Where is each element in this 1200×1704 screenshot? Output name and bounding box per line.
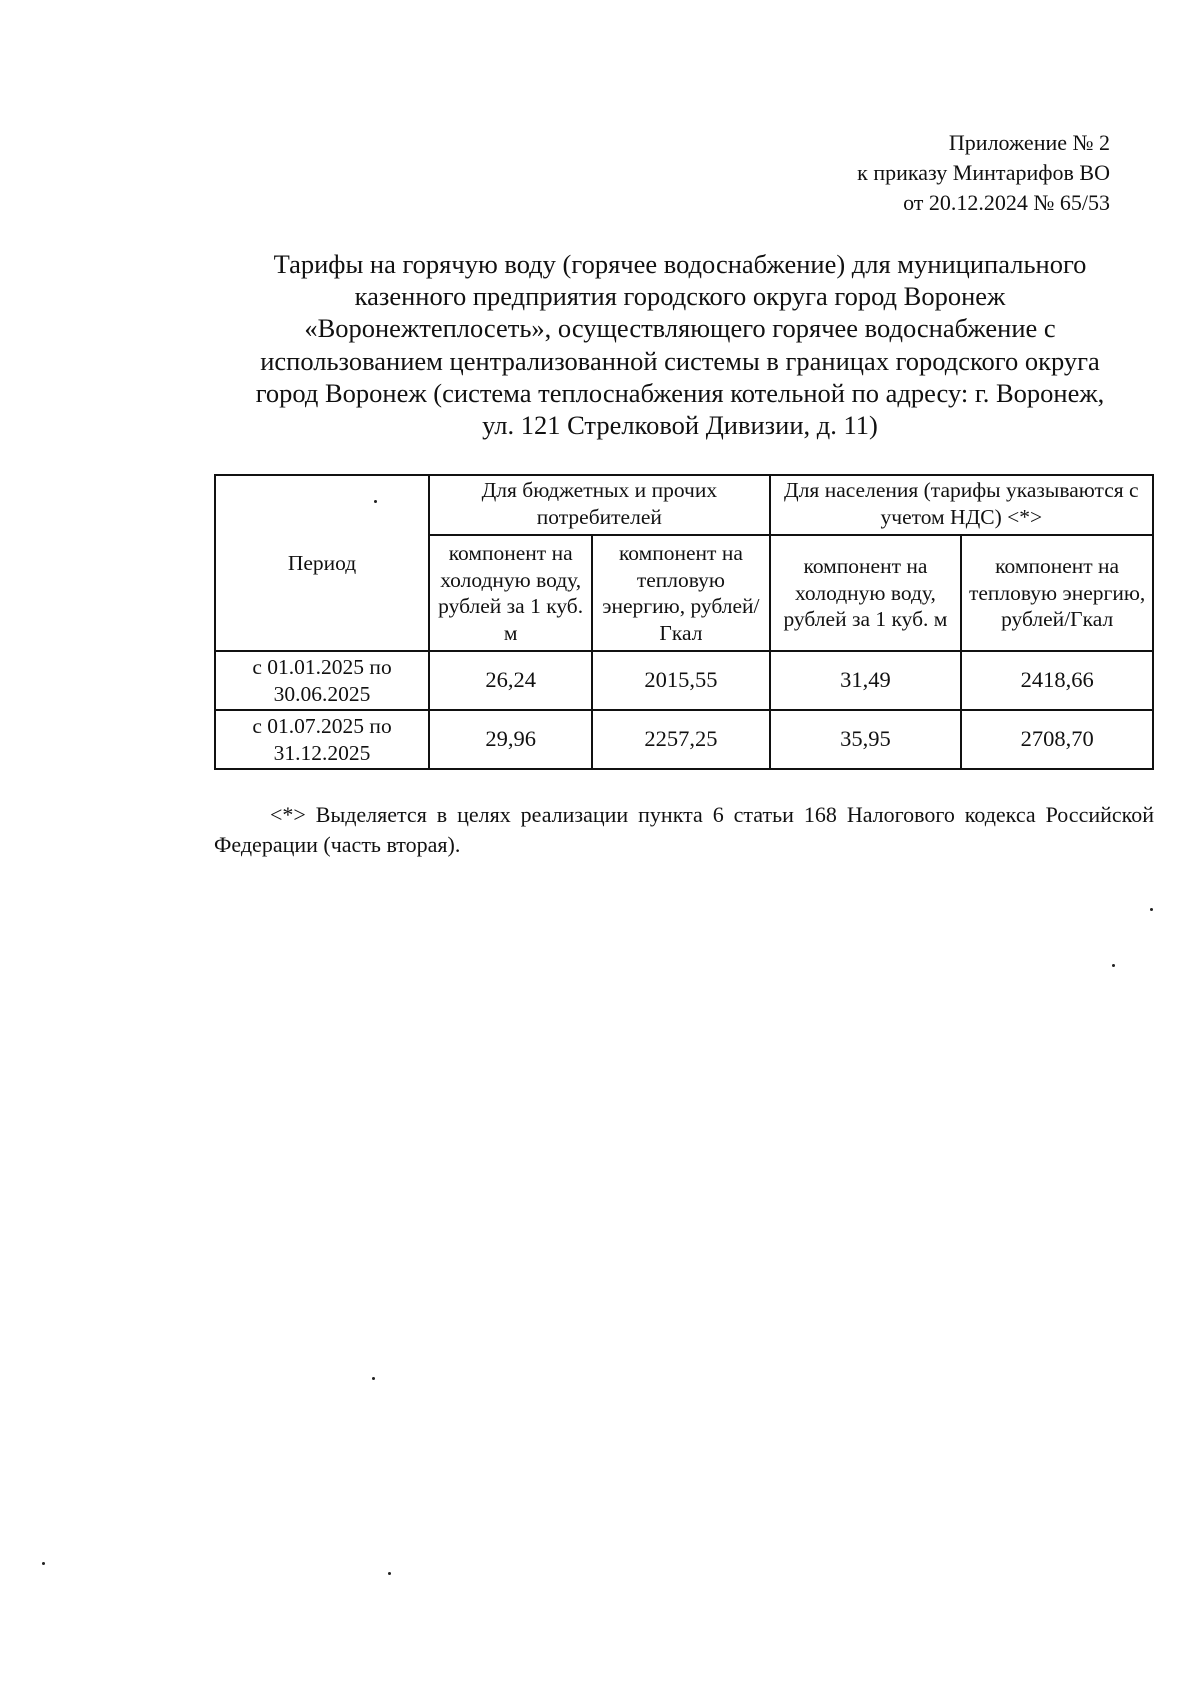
heat-energy-budget-cell: 2015,55: [592, 651, 769, 710]
appendix-date: от 20.12.2024 № 65/53: [903, 190, 1110, 215]
title-line: город Воронеж (система теплоснабжения котельной по адресу: г. Воронеж,: [255, 377, 1105, 408]
period-header: Период: [215, 475, 429, 651]
scan-speck: [374, 500, 377, 503]
scan-speck: [1150, 908, 1153, 911]
title-line: использованием централизованной системы в границах городского округа: [260, 345, 1100, 376]
table-header-row: [215, 475, 1153, 535]
scan-speck: [388, 1572, 391, 1575]
cold-water-population-header: компонент на холодную воду, рублей за 1 куб. м: [770, 535, 962, 651]
vat-footnote: <*> Выделяется в целях реализации пункта 6 статьи 168 Налогового кодекса Российской Федерации (часть вторая).: [214, 802, 1154, 857]
title-line: ул. 121 Стрелковой Дивизии, д. 11): [482, 410, 878, 441]
cold-water-budget-header: компонент на холодную воду, рублей за 1 куб. м: [429, 535, 592, 651]
period-cell: с 01.07.2025 по 31.12.2025: [215, 710, 429, 769]
heat-energy-budget-header: компонент на тепловую энергию, рублей/Гкал: [592, 535, 769, 651]
document-title: [210, 248, 1150, 441]
table-row: [215, 710, 1153, 769]
table-row: [215, 651, 1153, 710]
title-line: казенного предприятия городского округа город Воронеж: [354, 281, 1006, 312]
heat-energy-population-cell: 2708,70: [961, 710, 1153, 769]
cold-water-budget-cell: 26,24: [429, 651, 592, 710]
period-cell: с 01.01.2025 по 30.06.2025: [215, 651, 429, 710]
tariff-table: [214, 474, 1154, 770]
heat-energy-population-cell: 2418,66: [961, 651, 1153, 710]
appendix-number: Приложение № 2: [948, 130, 1110, 155]
scan-speck: [372, 1377, 375, 1380]
population-group-header: Для населения (тарифы указываются с учетом НДС) <*>: [770, 475, 1153, 535]
heat-energy-budget-cell: 2257,25: [592, 710, 769, 769]
scan-speck: [1112, 964, 1115, 967]
cold-water-population-cell: 35,95: [770, 710, 962, 769]
appendix-reference: [857, 128, 1110, 218]
appendix-order: к приказу Минтарифов ВО: [857, 160, 1110, 185]
cold-water-budget-cell: 29,96: [429, 710, 592, 769]
title-line: «Воронежтеплосеть», осуществляющего горячее водоснабжение с: [304, 313, 1056, 344]
scan-speck: [42, 1562, 45, 1565]
title-line: Тарифы на горячую воду (горячее водоснабжение) для муниципального: [273, 249, 1087, 279]
budget-group-header: Для бюджетных и прочих потребителей: [429, 475, 770, 535]
heat-energy-population-header: компонент на тепловую энергию, рублей/Гкал: [961, 535, 1153, 651]
cold-water-population-cell: 31,49: [770, 651, 962, 710]
